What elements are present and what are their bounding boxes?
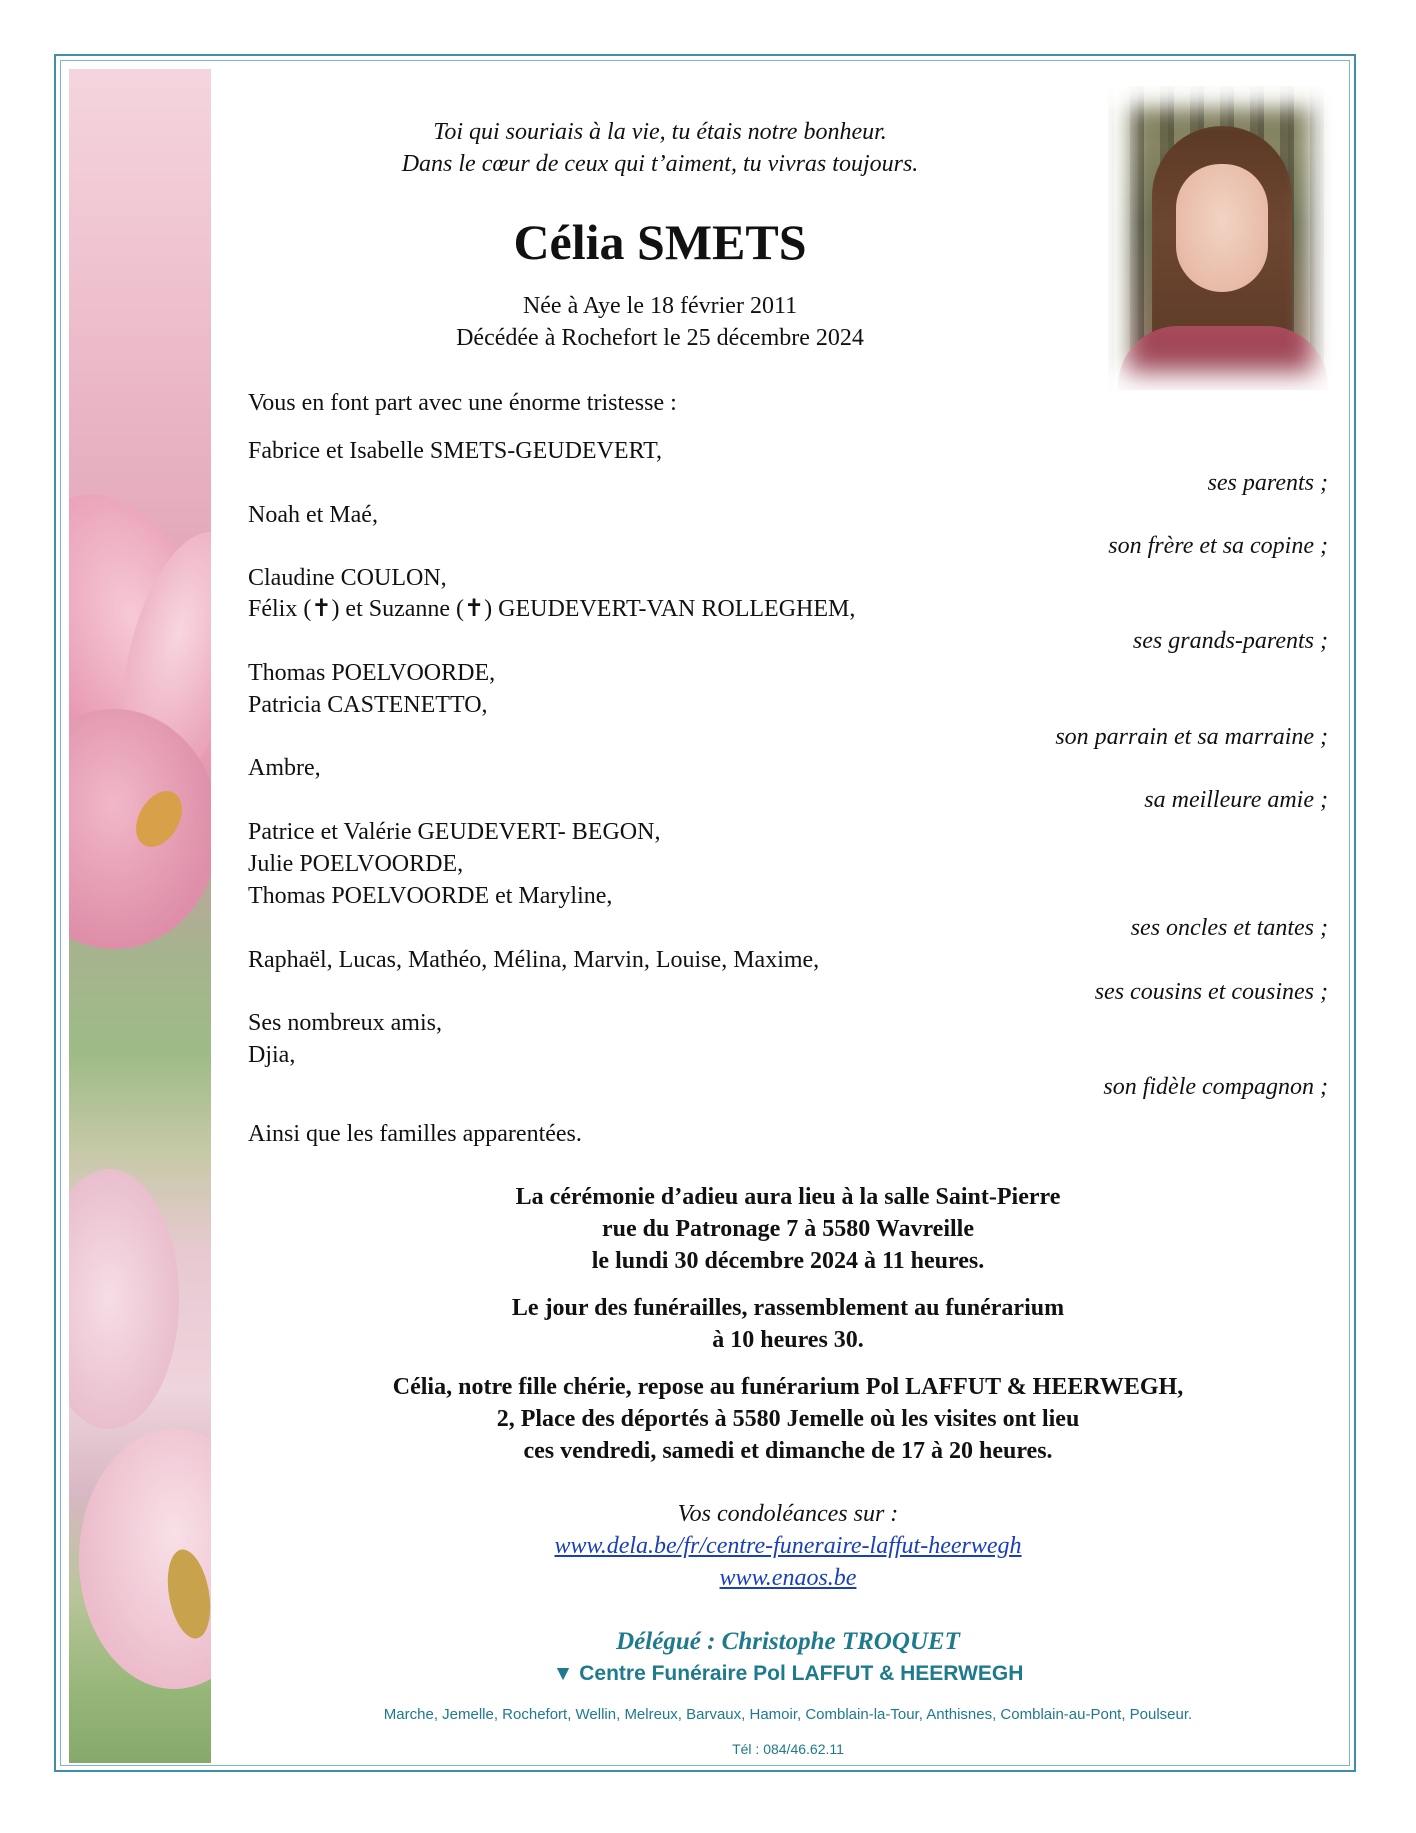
ceremony-line-3: le lundi 30 décembre 2024 à 11 heures. (591, 1248, 985, 1274)
company-locations: Marche, Jemelle, Rochefort, Wellin, Melreux, Barvaux, Hamoir, Comblain-la-Tour, Anthisnes, Comblain-au-Pont, Poulseur. (383, 1706, 1193, 1723)
family-role: ses grands-parents ; (1132, 628, 1328, 654)
visitation-line-2: 2, Place des déportés à 5580 Jemelle où les visites ont lieu (496, 1406, 1080, 1432)
triangle-down-icon: ▼ (552, 1662, 574, 1685)
family-name-line: Claudine COULON, (248, 565, 447, 591)
visitation-line-1: Célia, notre fille chérie, repose au funérarium Pol LAFFUT & HEERWEGH, (392, 1374, 1184, 1400)
death-info: Décédée à Rochefort le 25 décembre 2024 (456, 325, 864, 351)
family-name-line: Patrice et Valérie GEUDEVERT- BEGON, (248, 819, 661, 845)
family-name-line: Thomas POELVOORDE, (248, 660, 496, 686)
family-role: ses oncles et tantes ; (1130, 915, 1328, 941)
company-name: Centre Funéraire Pol LAFFUT & HEERWEGH (579, 1662, 1024, 1685)
delegate-name: Délégué : Christophe TROQUET (616, 1628, 960, 1655)
epigraph-line-2: Dans le cœur de ceux qui t’aiment, tu vivras toujours. (401, 151, 919, 177)
closing-family: Ainsi que les familles apparentées. (248, 1121, 582, 1147)
family-role: son fidèle compagnon ; (1103, 1074, 1328, 1100)
condolences-label: Vos condoléances sur : (677, 1501, 899, 1527)
birth-info: Née à Aye le 18 février 2011 (522, 293, 798, 319)
family-role: ses parents ; (1207, 470, 1328, 496)
family-role: son frère et sa copine ; (1108, 533, 1328, 559)
family-name-line: Thomas POELVOORDE et Maryline, (248, 883, 613, 909)
family-name-line: Noah et Maé, (248, 502, 378, 528)
family-name-line: Ses nombreux amis, (248, 1010, 442, 1036)
company-phone: Tél : 084/46.62.11 (732, 1741, 844, 1757)
condolences-link-enaos[interactable]: www.enaos.be (719, 1565, 857, 1591)
family-name-line: Fabrice et Isabelle SMETS-GEUDEVERT, (248, 438, 663, 464)
flower-image-strip (69, 69, 211, 1763)
family-name-line: Raphaël, Lucas, Mathéo, Mélina, Marvin, Louise, Maxime, (248, 947, 820, 973)
company-name-line (238, 1660, 1338, 1688)
gathering-line-2: à 10 heures 30. (712, 1327, 864, 1353)
portrait-photo (1108, 86, 1332, 390)
family-name-line: Julie POELVOORDE, (248, 851, 464, 877)
family-name-line: Félix (✝) et Suzanne (✝) GEUDEVERT-VAN ROLLEGHEM, (248, 596, 856, 622)
family-role: ses cousins et cousines ; (1094, 979, 1328, 1005)
deceased-name: Célia SMETS (513, 214, 807, 270)
ceremony-line-2: rue du Patronage 7 à 5580 Wavreille (602, 1216, 974, 1242)
family-name-line: Patricia CASTENETTO, (248, 692, 488, 718)
intro-text: Vous en font part avec une énorme tristesse : (248, 390, 677, 416)
family-name-line: Ambre, (248, 755, 321, 781)
gathering-line-1: Le jour des funérailles, rassemblement au funérarium (511, 1295, 1065, 1321)
family-role: son parrain et sa marraine ; (1055, 724, 1328, 750)
family-role: sa meilleure amie ; (1144, 787, 1328, 813)
epigraph-line-1: Toi qui souriais à la vie, tu étais notre bonheur. (433, 119, 887, 145)
condolences-link-dela[interactable]: www.dela.be/fr/centre-funeraire-laffut-heerwegh (554, 1533, 1022, 1559)
family-name-line: Djia, (248, 1042, 296, 1068)
visitation-line-3: ces vendredi, samedi et dimanche de 17 à 20 heures. (523, 1438, 1053, 1464)
ceremony-line-1: La cérémonie d’adieu aura lieu à la salle Saint-Pierre (515, 1184, 1061, 1210)
